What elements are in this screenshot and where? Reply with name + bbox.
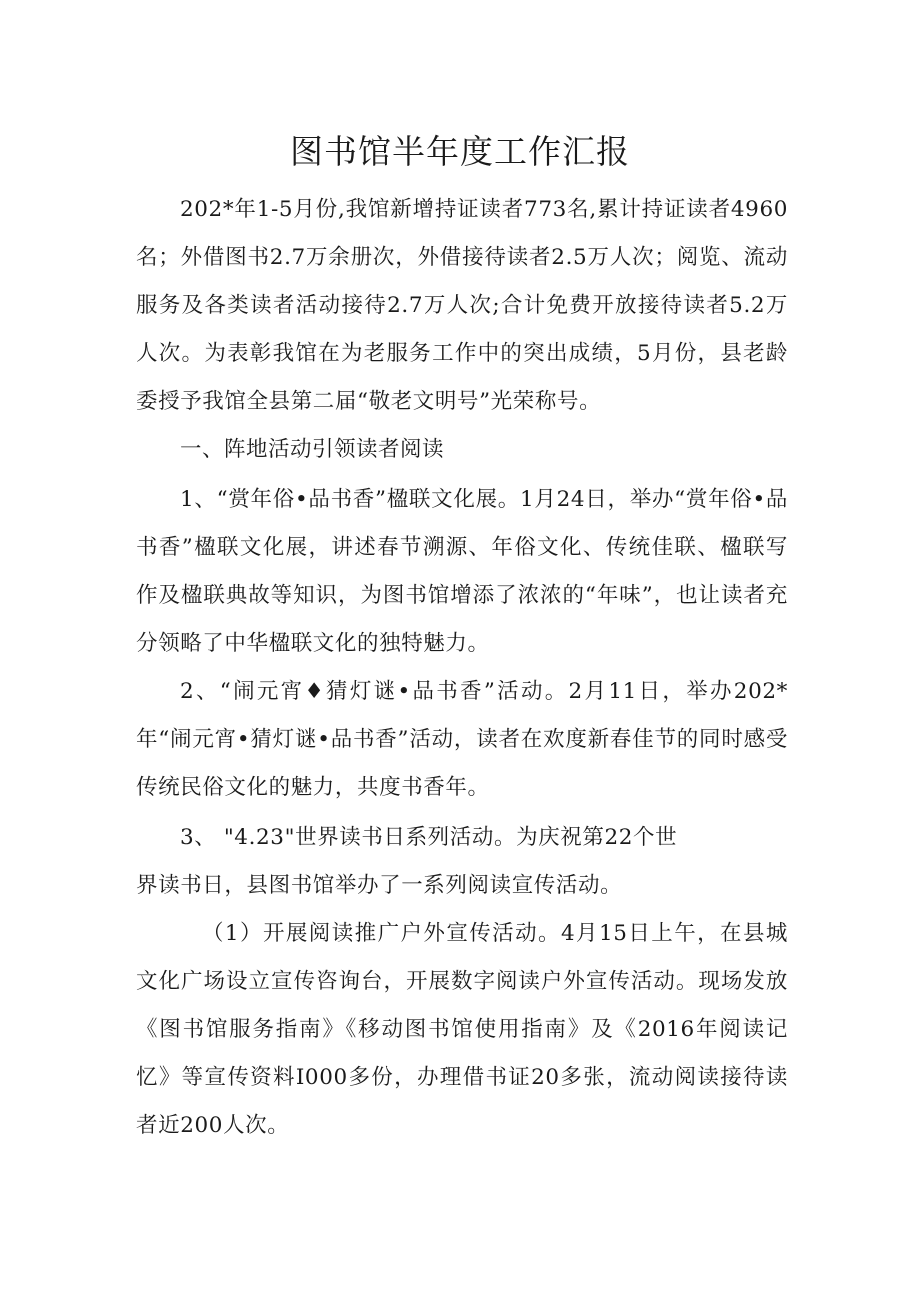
section-heading: 一、阵地活动引领读者阅读: [180, 437, 445, 462]
document-title: 图书馆半年度工作汇报: [290, 132, 630, 171]
item-3-line-1: 3、 "4.23"世界读书日系列活动。为庆祝第22个世: [180, 825, 678, 850]
item-2-paragraph: 2、“闹元宵♦猜灯谜•品书香”活动。2月11日，举办202*年“闹元宵•猜灯谜•品书香”活动，读者在欢度新春佳节的同时感受传统民俗文化的魅力，共度书香年。: [136, 679, 788, 800]
item-3-sub-1-paragraph: （1）开展阅读推广户外宣传活动。4月15日上午，在县城文化广场设立宣传咨询台，开展数字阅读户外宣传活动。现场发放《图书馆服务指南》《移动图书馆使用指南》及《2016年阅读记忆》等宣传资料I000多份，办理借书证20多张，流动阅读接待读者近200人次。: [136, 921, 788, 1138]
item-3-line-2: 界读书日，县图书馆举办了一系列阅读宣传活动。: [136, 873, 623, 898]
item-1-paragraph: 1、“赏年俗•品书香”楹联文化展。1月24日，举办“赏年俗•品书香”楹联文化展，讲述春节溯源、年俗文化、传统佳联、楹联写作及楹联典故等知识，为图书馆增添了浓浓的“年味”，也让读者充分领略了中华楹联文化的独特魅力。: [136, 487, 788, 656]
intro-paragraph: 202*年1-5月份,我馆新增持证读者773名,累计持证读者4960名；外借图书2.7万余册次，外借接待读者2.5万人次；阅览、流动服务及各类读者活动接待2.7万人次;合计免费开放接待读者5.2万人次。为表彰我馆在为老服务工作中的突出成绩，5月份，县老龄委授予我馆全县第二届“敬老文明号”光荣称号。: [136, 197, 788, 414]
